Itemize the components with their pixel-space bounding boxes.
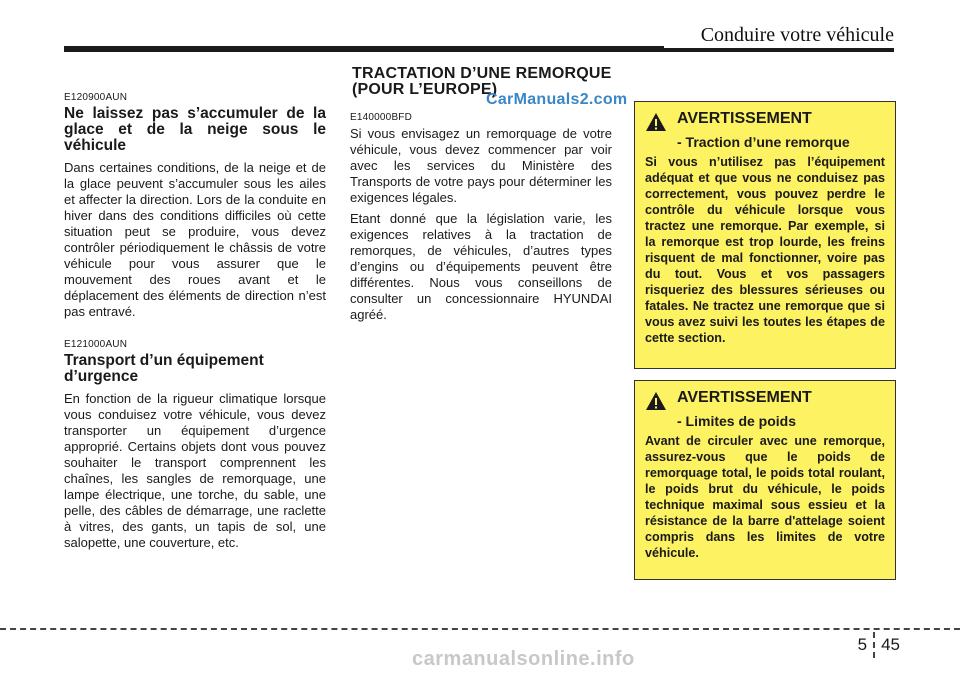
- section-body: En fonction de la rigueur climatique lorsque vous conduisez votre véhicule, vous devez transporter un équipement d’urgence approprié. Certains objets dont vous pouvez souhaiter le transport comprennent les chaînes, les sangles de remorquage, une lampe électrique, une torche, du sable, une pelle, des câbles de démarrage, une raclette à vitres, des gants, un tapis de sol, une salopette, une couverture, etc.: [64, 391, 326, 550]
- section-heading: Ne laissez pas s’accumuler de la glace et de la neige sous le véhicule: [64, 105, 326, 154]
- middle-column: [350, 112, 612, 328]
- page-header-title: Conduire votre véhicule: [700, 24, 894, 46]
- warning-box-trailer: [634, 101, 896, 369]
- towing-paragraph-1: Si vous envisagez un remorquage de votre véhicule, vous devez commencer par voir avec les services du Ministère des Transports de votre pays pour déterminer les exigences légales.: [350, 126, 612, 205]
- warning-subtitle: - Limites de poids: [677, 413, 797, 429]
- towing-section-title: TRACTATION D’UNE REMORQUE (POUR L’EUROPE): [352, 65, 612, 98]
- warning-box-weight: [634, 380, 896, 580]
- section-code: E121000AUN: [64, 339, 128, 350]
- left-column: [64, 92, 326, 556]
- page-number: [858, 632, 900, 658]
- section-code: E120900AUN: [64, 92, 128, 103]
- towing-paragraph-2: Etant donné que la législation varie, les exigences relatives à la tractation de remorques, de véhicules, d’autres types d’engins ou d’équipements peuvent être différentes. Nous vous conseillons de consulter un concessionnaire HYUNDAI agréé.: [350, 211, 612, 322]
- footer-watermark: carmanualsonline.info: [412, 648, 635, 670]
- footer-rule: [0, 628, 960, 630]
- section-body: Dans certaines conditions, de la neige et de la glace peuvent s’accumuler sous les ailes et affecter la direction. Lors de la conduite en hiver dans des conditions difficiles où cette situation peut se produire, vous devez contrôler périodiquement le châssis de votre véhicule pour vous assurer que le mouvement des roues avant et le déplacement des éléments de direction n’est pas entravé.: [64, 160, 326, 319]
- page-number-separator: [873, 632, 875, 658]
- warning-title: AVERTISSEMENT: [677, 110, 812, 127]
- section-code: E140000BFD: [350, 112, 413, 123]
- warning-triangle-icon: [645, 391, 667, 411]
- warning-body: Avant de circuler avec une remorque, assurez-vous que le poids de remorquage total, le poids total roulant, le poids brut du véhicule, le poids technique maximal sous essieu et la résistance de la barre d'attelage soient compris dans les limites de votre véhicule.: [645, 434, 885, 560]
- warning-triangle-icon: [645, 112, 667, 132]
- chapter-number: 5: [857, 635, 868, 654]
- warning-title: AVERTISSEMENT: [677, 389, 812, 406]
- warning-body: Si vous n’utilisez pas l’équipement adéquat et que vous ne conduisez pas correctement, vous pouvez perdre le contrôle du véhicule lorsque vous tractez une remorque. Par exemple, si la remorque est trop lourde, les freins risquent de mal fonctionner, voire pas du tout. Vous et vos passagers risqueriez des blessures sérieuses ou fatales. Ne tractez une remorque que si vous avez suivi les toutes les étapes de cette section.: [645, 155, 885, 345]
- watermark-logo: CarManuals2.com: [486, 91, 628, 108]
- header-rule: [64, 48, 894, 52]
- warning-subtitle: - Traction d’une remorque: [677, 134, 850, 150]
- page-number-value: 45: [881, 635, 900, 654]
- section-heading: Transport d’un équipement d’urgence: [64, 352, 264, 385]
